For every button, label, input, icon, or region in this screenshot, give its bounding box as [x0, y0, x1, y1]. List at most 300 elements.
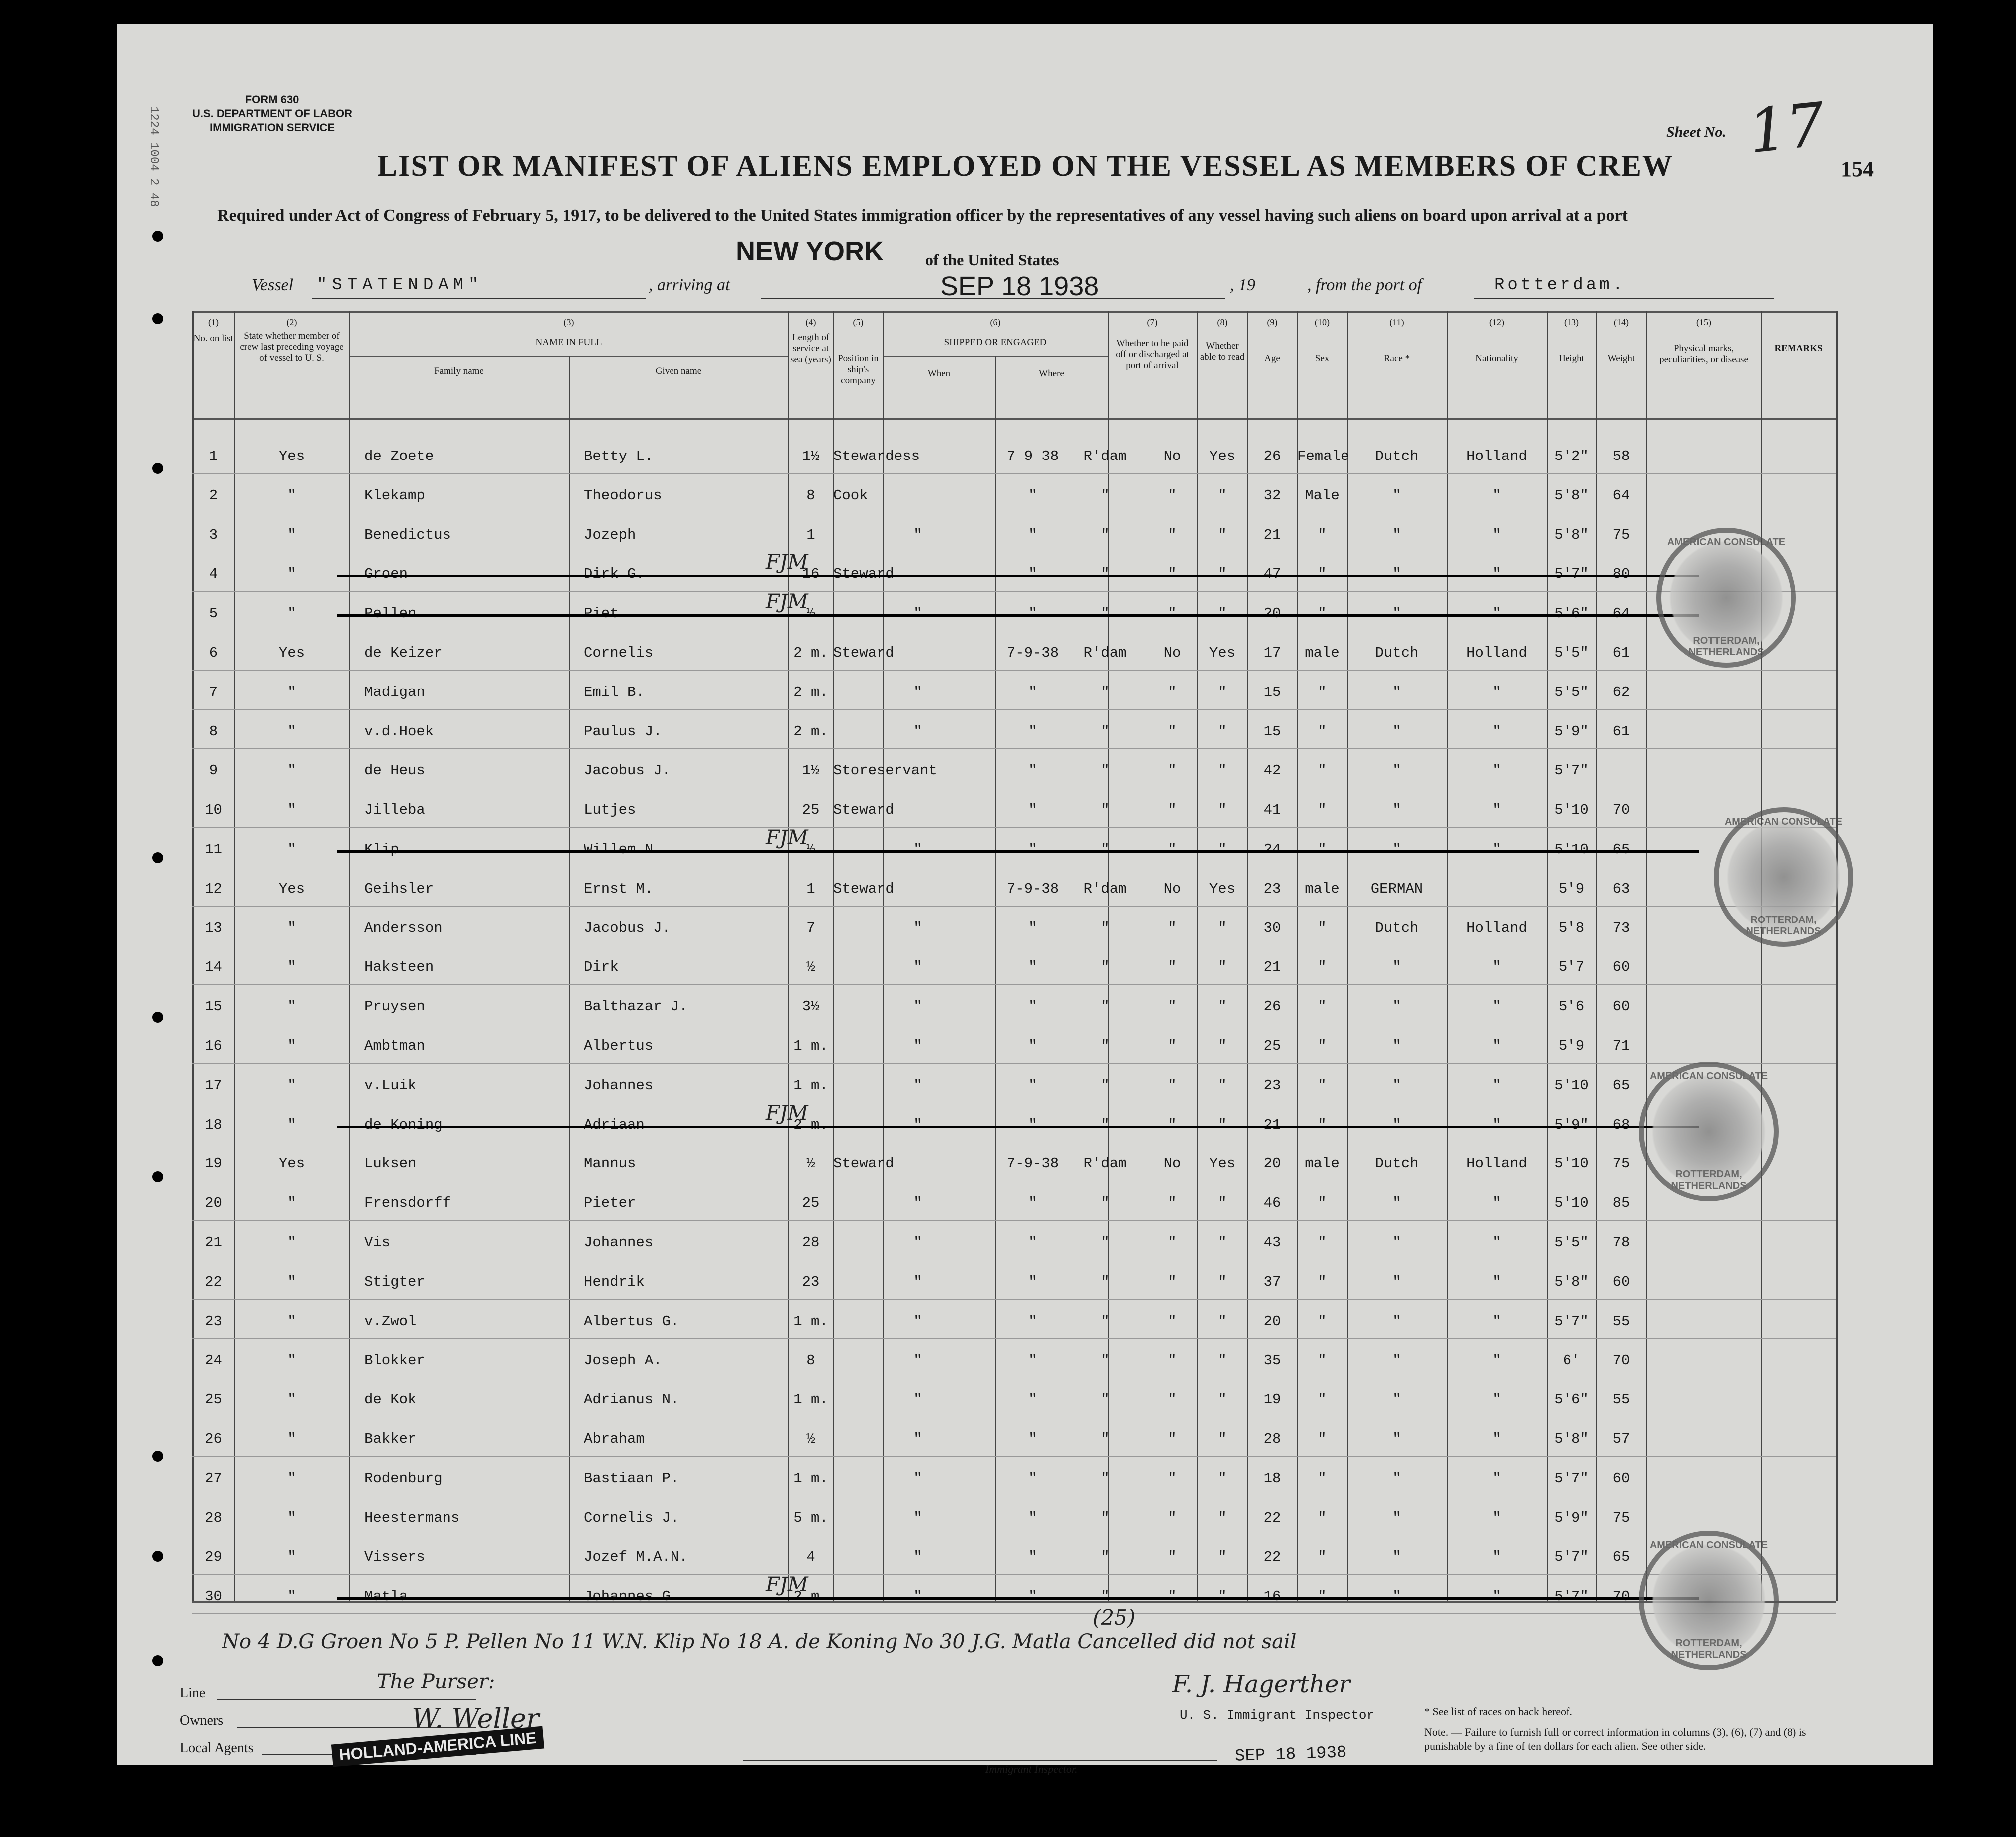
paid-off-cell: ": [1168, 762, 1177, 779]
height-cell: 5'7": [1554, 1470, 1589, 1487]
given-name-cell: Paulus J.: [584, 723, 662, 740]
row-rule: [192, 1456, 1836, 1457]
shipped-where-cell: ": [1101, 566, 1110, 583]
row-rule: [192, 1338, 1836, 1339]
weight-cell: 65: [1612, 1077, 1630, 1094]
col-12-header: Nationality: [1475, 353, 1518, 364]
inspector-underline: [743, 1760, 1217, 1761]
previous-voyage-cell: ": [287, 566, 296, 583]
weight-cell: 64: [1612, 605, 1630, 622]
cancellation-initials: FJM: [766, 1101, 808, 1125]
shipped-when-cell: ": [1028, 1116, 1037, 1133]
row-number-cell: 1: [209, 448, 218, 464]
col-3-header: NAME IN FULL: [535, 337, 602, 348]
sex-cell: ": [1318, 1588, 1327, 1605]
col-10-header: Sex: [1315, 353, 1330, 364]
position-cell: Steward: [833, 645, 894, 661]
weight-cell: 73: [1612, 919, 1630, 936]
height-cell: 5'10: [1554, 1077, 1589, 1094]
sex-cell: ": [1318, 605, 1327, 622]
position-cell: ": [913, 526, 922, 543]
previous-voyage-cell: ": [287, 1431, 296, 1447]
column-divider: [1646, 311, 1647, 1601]
consulate-stamp: [1656, 528, 1796, 668]
paid-off-cell: ": [1168, 802, 1177, 819]
row-number-cell: 19: [205, 1155, 222, 1172]
paid-off-cell: No: [1163, 880, 1181, 897]
age-cell: 37: [1263, 1273, 1281, 1290]
races-note: * See list of races on back hereof.: [1424, 1705, 1572, 1718]
given-name-cell: Johannes G.: [584, 1588, 679, 1605]
shipped-where-cell: ": [1101, 1431, 1110, 1447]
given-name-cell: Bastiaan P.: [584, 1470, 679, 1487]
race-cell: ": [1392, 841, 1401, 858]
race-cell: ": [1392, 684, 1401, 700]
previous-voyage-cell: Yes: [278, 448, 305, 464]
paid-off-cell: ": [1168, 684, 1177, 700]
able-to-read-cell: ": [1218, 959, 1227, 976]
sex-cell: ": [1318, 1470, 1327, 1487]
nationality-cell: ": [1492, 1273, 1501, 1290]
sex-cell: ": [1318, 841, 1327, 858]
row-rule: [192, 1220, 1836, 1221]
family-name-cell: de Heus: [364, 762, 425, 779]
weight-cell: 75: [1612, 526, 1630, 543]
able-to-read-cell: ": [1218, 1077, 1227, 1094]
shipped-when-cell: ": [1028, 1038, 1037, 1054]
age-cell: 25: [1263, 1038, 1281, 1054]
able-to-read-cell: ": [1218, 526, 1227, 543]
able-to-read-cell: ": [1218, 802, 1227, 819]
race-cell: ": [1392, 1549, 1401, 1566]
consulate-stamp-city: ROTTERDAM, NETHERLANDS: [1688, 635, 1764, 658]
row-number-cell: 11: [205, 841, 222, 858]
consulate-stamp-city: ROTTERDAM, NETHERLANDS: [1671, 1638, 1747, 1660]
cancelled-row-strike: [337, 1126, 1699, 1128]
shipped-when-cell: ": [1028, 959, 1037, 976]
shipped-where-cell: ": [1101, 1470, 1110, 1487]
height-cell: 5'10: [1554, 841, 1589, 858]
row-number-cell: 26: [205, 1431, 222, 1447]
race-cell: ": [1392, 1352, 1401, 1369]
line-underline: [217, 1699, 476, 1700]
height-cell: 5'9": [1554, 1116, 1589, 1133]
row-rule: [192, 473, 1836, 474]
shipped-where-cell: ": [1101, 998, 1110, 1015]
shipped-when-cell: 7-9-38: [1006, 880, 1059, 897]
col-12-number: (12): [1489, 317, 1504, 327]
sex-cell: ": [1318, 762, 1327, 779]
cancelled-row-strike: [337, 1597, 1699, 1600]
service-length-cell: 28: [802, 1234, 820, 1251]
nationality-cell: ": [1492, 762, 1501, 779]
cancellation-initials: FJM: [766, 826, 808, 849]
previous-voyage-cell: Yes: [278, 880, 305, 897]
given-name-cell: Theodorus: [584, 487, 662, 504]
nationality-cell: ": [1492, 1509, 1501, 1526]
age-cell: 17: [1263, 645, 1281, 661]
race-cell: Dutch: [1375, 448, 1419, 464]
cancellation-initials: FJM: [766, 551, 808, 574]
paid-off-cell: ": [1168, 1470, 1177, 1487]
row-rule: [192, 748, 1836, 749]
given-name-cell: Lutjes: [584, 802, 636, 819]
age-cell: 42: [1263, 762, 1281, 779]
given-name-cell: Cornelis J.: [584, 1509, 679, 1526]
age-cell: 35: [1263, 1352, 1281, 1369]
able-to-read-cell: ": [1218, 1391, 1227, 1408]
age-cell: 23: [1263, 880, 1281, 897]
able-to-read-cell: ": [1218, 566, 1227, 583]
row-rule: [192, 670, 1836, 671]
previous-voyage-cell: ": [287, 1273, 296, 1290]
shipped-where-cell: ": [1101, 487, 1110, 504]
family-name-cell: Benedictus: [364, 526, 451, 543]
able-to-read-cell: ": [1218, 919, 1227, 936]
consulate-stamp-text: AMERICAN CONSULATE: [1649, 1540, 1768, 1551]
shipped-when-cell: ": [1028, 762, 1037, 779]
family-name-cell: de Zoete: [364, 448, 434, 464]
service-length-cell: ½: [806, 1155, 815, 1172]
binder-hole: [152, 231, 163, 242]
age-cell: 21: [1263, 959, 1281, 976]
family-name-cell: Andersson: [364, 919, 443, 936]
form-header: [192, 93, 352, 135]
paid-off-cell: ": [1168, 1077, 1177, 1094]
service-length-cell: 1: [806, 880, 815, 897]
row-number-cell: 20: [205, 1195, 222, 1212]
previous-voyage-cell: ": [287, 684, 296, 700]
shipped-where-cell: R'dam: [1083, 880, 1127, 897]
service-length-cell: 25: [802, 1195, 820, 1212]
sex-cell: ": [1318, 566, 1327, 583]
position-cell: ": [913, 841, 922, 858]
height-cell: 5'6: [1558, 998, 1585, 1015]
sex-cell: ": [1318, 1273, 1327, 1290]
able-to-read-cell: ": [1218, 723, 1227, 740]
local-agents-label: Local Agents: [180, 1740, 254, 1756]
paid-off-cell: No: [1163, 1155, 1181, 1172]
sex-cell: ": [1318, 1038, 1327, 1054]
service-length-cell: 8: [806, 1352, 815, 1369]
col-13-number: (13): [1564, 317, 1579, 327]
service-length-cell: 3½: [802, 998, 820, 1015]
previous-voyage-cell: ": [287, 762, 296, 779]
nationality-cell: ": [1492, 802, 1501, 819]
shipped-where-cell: ": [1101, 1313, 1110, 1330]
height-cell: 6': [1563, 1352, 1580, 1369]
row-number-cell: 14: [205, 959, 222, 976]
row-rule: [192, 1613, 1836, 1614]
height-cell: 5'5": [1554, 1234, 1589, 1251]
weight-cell: 70: [1612, 802, 1630, 819]
row-number-cell: 29: [205, 1549, 222, 1566]
shipped-when-cell: ": [1028, 487, 1037, 504]
position-cell: ": [913, 1431, 922, 1447]
sex-cell: ": [1318, 998, 1327, 1015]
shipped-when-cell: ": [1028, 1234, 1037, 1251]
weight-cell: 62: [1612, 684, 1630, 700]
race-cell: Dutch: [1375, 919, 1419, 936]
binder-hole: [152, 313, 163, 324]
height-cell: 5'8": [1554, 487, 1589, 504]
position-cell: Steward: [833, 880, 894, 897]
able-to-read-cell: ": [1218, 1549, 1227, 1566]
shipped-when-cell: ": [1028, 919, 1037, 936]
col-1-header: No. on list: [193, 333, 233, 344]
race-cell: ": [1392, 1470, 1401, 1487]
row-number-cell: 3: [209, 526, 218, 543]
service-label: IMMIGRATION SERVICE: [210, 121, 335, 134]
able-to-read-cell: ": [1218, 1273, 1227, 1290]
row-number-cell: 6: [209, 645, 218, 661]
shipped-when-cell: ": [1028, 802, 1037, 819]
col-7-header: Whether to be paid off or discharged at port of arrival: [1116, 338, 1189, 371]
nationality-cell: ": [1492, 998, 1501, 1015]
row-number-cell: 17: [205, 1077, 222, 1094]
given-name-cell: Joseph A.: [584, 1352, 662, 1369]
paid-off-cell: ": [1168, 487, 1177, 504]
previous-voyage-cell: ": [287, 841, 296, 858]
age-cell: 32: [1263, 487, 1281, 504]
given-name-cell: Johannes: [584, 1234, 654, 1251]
able-to-read-cell: ": [1218, 605, 1227, 622]
race-cell: ": [1392, 1431, 1401, 1447]
age-cell: 22: [1263, 1509, 1281, 1526]
col-5-header: Position in ship's company: [838, 353, 879, 386]
weight-cell: 55: [1612, 1313, 1630, 1330]
given-name-cell: Jacobus J.: [584, 762, 671, 779]
service-length-cell: 1 m.: [793, 1391, 828, 1408]
previous-voyage-cell: ": [287, 1077, 296, 1094]
service-length-cell: ½: [806, 1431, 815, 1447]
height-cell: 5'6": [1554, 605, 1589, 622]
sex-cell: ": [1318, 802, 1327, 819]
header-bottom-border: [192, 418, 1836, 420]
row-number-cell: 21: [205, 1234, 222, 1251]
previous-voyage-cell: ": [287, 1195, 296, 1212]
age-cell: 21: [1263, 526, 1281, 543]
given-name-cell: Albertus G.: [584, 1313, 679, 1330]
row-number-cell: 9: [209, 762, 218, 779]
sex-cell: male: [1305, 880, 1340, 897]
remarks-header: REMARKS: [1774, 343, 1823, 354]
given-name-cell: Dirk G.: [584, 566, 645, 583]
service-length-cell: 5 m.: [793, 1509, 828, 1526]
age-cell: 41: [1263, 802, 1281, 819]
row-number-cell: 4: [209, 566, 218, 583]
race-cell: ": [1392, 1313, 1401, 1330]
col-1-number: (1): [208, 317, 219, 327]
col-5-number: (5): [853, 317, 864, 327]
sex-cell: ": [1318, 1195, 1327, 1212]
shipped-when-cell: ": [1028, 1273, 1037, 1290]
height-cell: 5'8": [1554, 526, 1589, 543]
nationality-cell: ": [1492, 1038, 1501, 1054]
weight-cell: 71: [1612, 1038, 1630, 1054]
shipped-when-cell: ": [1028, 1470, 1037, 1487]
manifest-subtitle: Required under Act of Congress of February 5, 1917, to be delivered to the United States immigration officer by the representatives of any vessel having such aliens on board upon arrival at a port: [217, 206, 1628, 225]
col-6-header: SHIPPED OR ENGAGED: [944, 337, 1047, 348]
given-name-cell: Adriaan: [584, 1116, 645, 1133]
shipped-when-cell: ": [1028, 1549, 1037, 1566]
shipped-where-cell: ": [1101, 802, 1110, 819]
weight-cell: 78: [1612, 1234, 1630, 1251]
race-cell: Dutch: [1375, 1155, 1419, 1172]
height-cell: 5'7": [1554, 566, 1589, 583]
weight-cell: 60: [1612, 959, 1630, 976]
weight-cell: 57: [1612, 1431, 1630, 1447]
given-name-cell: Balthazar J.: [584, 998, 688, 1015]
previous-voyage-cell: Yes: [278, 645, 305, 661]
paid-off-cell: ": [1168, 605, 1177, 622]
able-to-read-cell: ": [1218, 841, 1227, 858]
row-number-cell: 28: [205, 1509, 222, 1526]
previous-voyage-cell: Yes: [278, 1155, 305, 1172]
total-count: (25): [1093, 1606, 1136, 1630]
sheet-label: Sheet No.: [1666, 124, 1726, 140]
nationality-cell: ": [1492, 723, 1501, 740]
row-number-cell: 13: [205, 919, 222, 936]
weight-cell: 85: [1612, 1195, 1630, 1212]
col-2-number: (2): [286, 317, 297, 327]
sex-cell: ": [1318, 526, 1327, 543]
family-name-cell: de Koning: [364, 1116, 443, 1133]
weight-cell: 75: [1612, 1155, 1630, 1172]
col-11-header: Race *: [1383, 353, 1410, 364]
shipped-where-cell: ": [1101, 1038, 1110, 1054]
height-cell: 5'8": [1554, 1273, 1589, 1290]
penalty-note: Note. — Failure to furnish full or correct information in columns (3), (6), (7) and (8) is punishable by a fine of ten dollars for each alien. See other side.: [1424, 1726, 1806, 1752]
sheet-number-handwritten: 17: [1745, 90, 1828, 167]
race-cell: ": [1392, 998, 1401, 1015]
row-number-cell: 2: [209, 487, 218, 504]
binder-hole: [152, 1451, 163, 1462]
immigrant-inspector-label: Immigrant Inspector.: [985, 1763, 1078, 1775]
col-13-header: Height: [1559, 353, 1584, 364]
height-cell: 5'10: [1554, 1195, 1589, 1212]
service-length-cell: ½: [806, 959, 815, 976]
position-cell: ": [913, 998, 922, 1015]
shipped-when-cell: ": [1028, 1352, 1037, 1369]
binder-hole: [152, 1551, 163, 1562]
shipped-when-cell: ": [1028, 605, 1037, 622]
nationality-cell: ": [1492, 1234, 1501, 1251]
nationality-cell: ": [1492, 526, 1501, 543]
service-length-cell: 1 m.: [793, 1470, 828, 1487]
paid-off-cell: ": [1168, 919, 1177, 936]
nationality-cell: Holland: [1466, 919, 1527, 936]
age-cell: 22: [1263, 1549, 1281, 1566]
given-name-cell: Piet: [584, 605, 619, 622]
weight-cell: 63: [1612, 880, 1630, 897]
position-cell: ": [913, 1588, 922, 1605]
shipped-where-cell: ": [1101, 605, 1110, 622]
row-number-cell: 23: [205, 1313, 222, 1330]
weight-cell: 70: [1612, 1352, 1630, 1369]
consulate-stamp-text: AMERICAN CONSULATE: [1667, 537, 1786, 548]
row-rule: [192, 709, 1836, 710]
arrival-date: SEP 18 1938: [940, 271, 1099, 301]
nationality-cell: ": [1492, 1391, 1501, 1408]
paid-off-cell: ": [1168, 841, 1177, 858]
position-cell: Steward: [833, 1155, 894, 1172]
service-length-cell: 8: [806, 487, 815, 504]
sex-cell: Male: [1305, 487, 1340, 504]
shipped-where-cell: ": [1101, 1234, 1110, 1251]
height-cell: 5'10: [1554, 802, 1589, 819]
able-to-read-cell: Yes: [1209, 448, 1236, 464]
shipped-where-cell: ": [1101, 959, 1110, 976]
sex-cell: ": [1318, 1352, 1327, 1369]
shipped-where-cell: ": [1101, 684, 1110, 700]
height-cell: 5'9: [1558, 1038, 1585, 1054]
service-length-cell: 1 m.: [793, 1077, 828, 1094]
family-name-cell: v.d.Hoek: [364, 723, 434, 740]
sex-cell: ": [1318, 1234, 1327, 1251]
row-number-cell: 12: [205, 880, 222, 897]
manifest-sheet: [117, 24, 1933, 1775]
row-number-cell: 18: [205, 1116, 222, 1133]
shipped-where-cell: ": [1101, 526, 1110, 543]
service-length-cell: 25: [802, 802, 820, 819]
weight-cell: 60: [1612, 998, 1630, 1015]
position-cell: Cook: [833, 487, 868, 504]
binder-hole: [152, 852, 163, 863]
service-length-cell: 1½: [802, 762, 820, 779]
given-name-cell: Hendrik: [584, 1273, 645, 1290]
row-number-cell: 8: [209, 723, 218, 740]
cancellation-initials: FJM: [766, 590, 808, 614]
cancellation-initials: FJM: [766, 1573, 808, 1597]
col-9-header: Age: [1264, 353, 1280, 364]
given-name-cell: Johannes: [584, 1077, 654, 1094]
row-number-cell: 25: [205, 1391, 222, 1408]
race-cell: ": [1392, 1195, 1401, 1212]
age-cell: 21: [1263, 1116, 1281, 1133]
given-name-cell: Betty L.: [584, 448, 654, 464]
row-rule: [192, 984, 1836, 985]
form-number: FORM 630: [245, 93, 299, 106]
position-cell: ": [913, 1549, 922, 1566]
age-cell: 43: [1263, 1234, 1281, 1251]
weight-cell: 65: [1612, 841, 1630, 858]
nationality-cell: ": [1492, 1470, 1501, 1487]
shipped-when-cell: 7 9 38: [1006, 448, 1059, 464]
given-name-cell: Jozeph: [584, 526, 636, 543]
family-name-cell: Rodenburg: [364, 1470, 443, 1487]
position-cell: Steward: [833, 566, 894, 583]
paid-off-cell: ": [1168, 1391, 1177, 1408]
able-to-read-cell: ": [1218, 1234, 1227, 1251]
from-underline: [1474, 298, 1774, 299]
vessel-underline: [312, 298, 646, 299]
race-cell: GERMAN: [1370, 880, 1423, 897]
age-cell: 47: [1263, 566, 1281, 583]
position-cell: ": [913, 605, 922, 622]
shipped-when-cell: 7-9-38: [1006, 1155, 1059, 1172]
cancelled-row-strike: [337, 614, 1699, 617]
service-length-cell: ½: [806, 841, 815, 858]
shipped-where-cell: R'dam: [1083, 1155, 1127, 1172]
height-cell: 5'7: [1558, 959, 1585, 976]
nationality-cell: ": [1492, 1588, 1501, 1605]
previous-voyage-cell: ": [287, 1549, 296, 1566]
family-name-cell: Pellen: [364, 605, 417, 622]
manifest-title: LIST OR MANIFEST OF ALIENS EMPLOYED ON THE VESSEL AS MEMBERS OF CREW: [377, 149, 1673, 182]
previous-voyage-cell: ": [287, 1116, 296, 1133]
race-cell: ": [1392, 1077, 1401, 1094]
